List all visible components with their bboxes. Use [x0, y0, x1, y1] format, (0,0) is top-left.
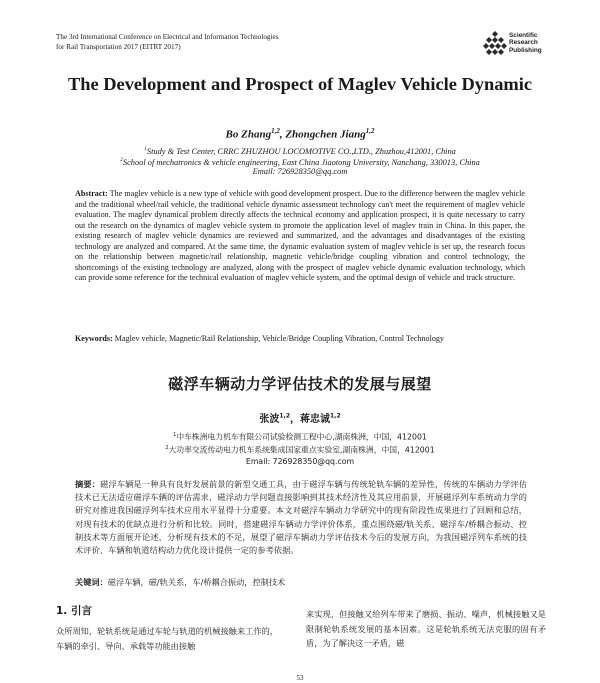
- cn-affiliation-1-sup: 1: [173, 432, 177, 438]
- cn-author-2-affil: 1,2: [330, 412, 341, 420]
- author-1: Bo Zhang: [225, 128, 272, 141]
- affiliation-1-sup: 1: [144, 146, 147, 152]
- author-2: Zhongchen Jiang: [285, 128, 366, 141]
- keywords-text: Maglev vehicle, Magnetic/Rail Relationship, Vehicle/Bridge Coupling Vibration, Control Technology: [114, 334, 444, 343]
- cn-author-2: 蒋忠诚: [300, 414, 330, 425]
- affiliation-2-sup: 2: [120, 157, 123, 163]
- publisher-logo: [482, 28, 562, 62]
- conference-line-2: for Rail Transportation 2017 (EITRT 2017): [56, 43, 181, 51]
- publisher-line-3: Publishing: [509, 46, 542, 54]
- section-heading-introduction: 1. 引言: [56, 605, 92, 617]
- cn-abstract-label: 摘要：: [75, 479, 101, 489]
- cn-author-separator: ，: [290, 414, 300, 425]
- cn-affiliation-2-sup: 2: [165, 445, 169, 451]
- author-email: Email: 726928350@qq.com: [252, 167, 348, 176]
- cn-abstract-text: 磁浮车辆是一种具有良好发展前景的新型交通工具，由于磁浮车辆与传统轮轨车辆的差异性，传统的车辆动力学评估技术已无法适应磁浮车辆的评估需求，磁浮动力学问题直接影响到其技术经济性及其应用前景，开展磁浮列车系统动力学的研究对推进我国磁浮列车技术应用水平显得十分重要。本文对磁浮车辆动力学研究中的现有阶段性成果进行了回顾和总结，对现有技术的优缺点进行分析和比较。同时，搭建磁浮车辆动力学评价体系，重点围绕磁/轨关系、磁浮车/桥耦合振动、控制技术等方面展开论述，分析现有技术的不足，展望了磁浮车辆动力学评估技术今后的发展方向，为我国磁浮列车系统的技术评价、车辆和轨道结构动力优化设计提供一定的参考依据。: [75, 479, 527, 556]
- chinese-affiliation-1: [0, 430, 600, 443]
- cn-author-1: 张波: [259, 414, 280, 425]
- author-1-affil: 1,2: [271, 127, 280, 135]
- conference-line-1: The 3rd International Conference on Electrical and Information Technologies: [56, 33, 279, 41]
- chinese-email: Email: 726928350@qq.com: [245, 457, 355, 466]
- paper-authors: [0, 127, 600, 141]
- publisher-line-1: Scientific: [509, 32, 538, 39]
- cn-affiliation-2-text: 大功率交流传动电力机车系统集成国家重点实验室,湖南株洲，中国，412001: [168, 445, 435, 455]
- cn-author-1-affil: 1,2: [279, 412, 290, 420]
- cn-keywords-text: 磁浮车辆，磁/轨关系，车/桥耦合振动，控制技术: [107, 577, 286, 587]
- abstract: [75, 189, 525, 284]
- keywords: [75, 334, 525, 345]
- cn-affiliation-1-text: 中车株洲电力机车有限公司试验检测工程中心,湖南株洲，中国，412001: [176, 432, 427, 442]
- cn-keywords-label: 关键词：: [75, 577, 108, 587]
- chinese-keywords: [75, 576, 527, 588]
- intro-left-column: 众所周知，轮轨系统是通过车轮与轨道的机械接触来工作的，车辆的牵引、导向、承载等功能由接触: [56, 626, 278, 651]
- publisher-line-2: Research: [509, 39, 538, 47]
- affiliation-1-text: Study & Test Center, CRRC ZHUZHOU LOCOMOTIVE CO.,LTD., Zhuzhou,412001, China: [146, 146, 456, 156]
- conference-header: [56, 32, 279, 52]
- keywords-label: Keywords:: [75, 334, 113, 343]
- chinese-authors: [0, 410, 600, 425]
- abstract-label: Abstract:: [75, 189, 108, 198]
- page-number: 53: [296, 674, 304, 682]
- chinese-abstract: [75, 478, 527, 557]
- abstract-text: The maglev vehicle is a new type of vehicle with good development prospect. Due to the difference between the maglev vehicle and the traditional wheel/rail vehicle, the traditional vehicle dynamic assessment technology can't meet the requirement of maglev vehicle evaluation. The maglev dynamical problem directly affects the technical economy and application prospect, it is quite necessary to carry out the research on the dynamics of maglev vehicle system to promote the application level of maglev train in China. In this paper, the existing research of maglev vehicle dynamics are reviewed and summarized, and the advantages and disadvantages of the existing technology are analyzed and compared. At the same time, the dynamic evaluation system of maglev vehicle is set up, the research focus on the relationship between magnetic/rail relationship, magnetic vehicle/bridge coupling vibration and control technology, the shortcomings of the existing technology are analyzed, along with the prospect of maglev vehicle dynamic evaluation technology, which can provide some reference for the technical evaluation of maglev vehicle system, and the optimal design of vehicle and track structure.: [75, 189, 525, 283]
- chinese-title: 磁浮车辆动力学评估技术的发展与展望: [168, 375, 432, 393]
- chinese-affiliation-2: [0, 443, 600, 456]
- author-separator: ,: [279, 128, 286, 141]
- affiliation-2-text: School of mechatronics & vehicle engineering, East China Jiaotong University, Nanchang, 330013, China: [122, 157, 480, 167]
- intro-right-column: 来实现，但接触又给列车带来了磨损、振动、噪声，机械接触又是限制轮轨系统发展的基本因素。这是轮轨系统无法克服的固有矛盾，为了解决这一矛盾，磁: [306, 609, 546, 648]
- author-2-affil: 1,2: [365, 127, 375, 135]
- publisher-logo-icon: [482, 30, 508, 56]
- paper-title: The Development and Prospect of Maglev Vehicle Dynamic: [68, 74, 532, 94]
- publisher-name: [509, 32, 542, 54]
